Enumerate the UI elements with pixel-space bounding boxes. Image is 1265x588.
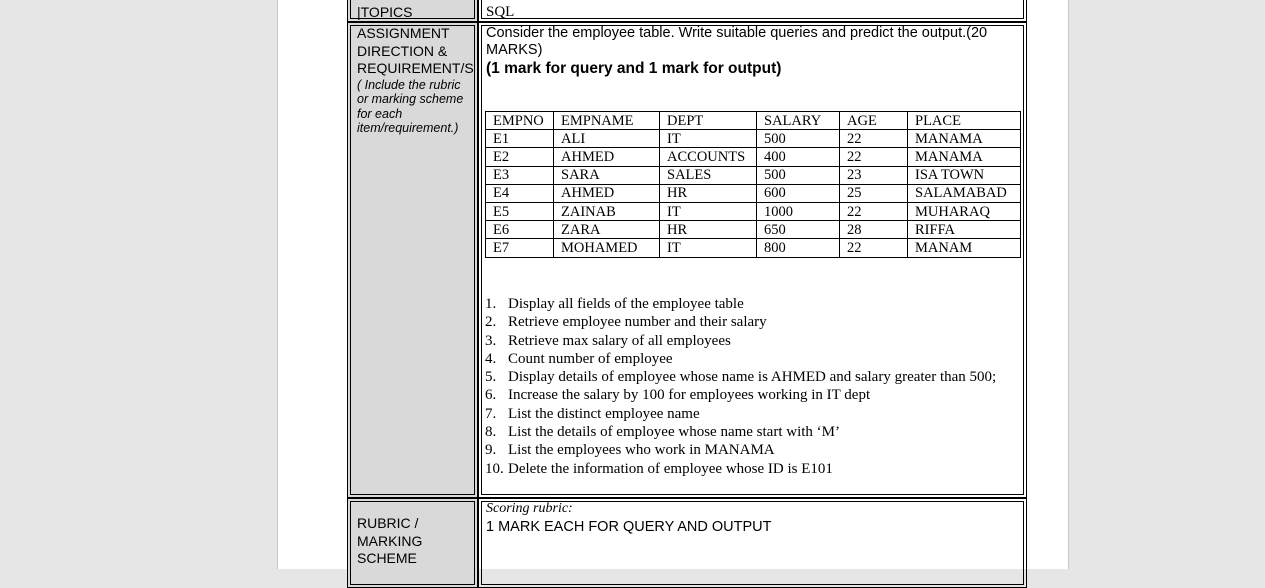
table-cell: 400 (757, 148, 840, 166)
questions-list (485, 295, 1015, 478)
table-cell: 800 (757, 239, 840, 257)
table-cell: 25 (840, 184, 908, 202)
list-item-text: Display details of employee whose name is AHMED and salary greater than 500; (508, 369, 997, 386)
rubric-note: ( Include the rubric or marking scheme for each item/requirement.) (357, 77, 464, 135)
list-item-number: 6. (485, 387, 497, 404)
rubric-label (357, 515, 422, 568)
table-cell: IT (660, 239, 757, 257)
table-cell: MANAM (908, 239, 1021, 257)
table-row (486, 184, 1021, 202)
table-row (486, 239, 1021, 257)
assignment-label-line-2: DIRECTION & (357, 42, 448, 59)
list-item-number: 5. (485, 369, 497, 386)
table-header-cell: SALARY (757, 112, 840, 130)
table-row (486, 148, 1021, 166)
list-item (485, 386, 1015, 404)
list-item-text: Retrieve max salary of all employees (508, 332, 731, 349)
table-cell: MUHARAQ (908, 202, 1021, 220)
table-cell: SALAMABAD (908, 184, 1021, 202)
table-cell: E6 (486, 221, 554, 239)
list-item-number: 7. (485, 405, 497, 422)
topics-value: SQL (486, 4, 515, 20)
list-item (485, 423, 1015, 441)
list-item (485, 295, 1015, 313)
list-item-number: 3. (485, 332, 497, 349)
table-cell: 500 (757, 130, 840, 148)
list-item-number: 8. (485, 424, 497, 441)
table-cell: 1000 (757, 202, 840, 220)
list-item-number: 4. (485, 350, 497, 367)
list-item (485, 350, 1015, 368)
table-cell: MANAMA (908, 148, 1021, 166)
table-cell: E3 (486, 166, 554, 184)
table-cell: IT (660, 130, 757, 148)
scoring-rubric-text: 1 MARK EACH FOR QUERY AND OUTPUT (486, 519, 772, 535)
table-cell: 22 (840, 148, 908, 166)
table-cell: IT (660, 202, 757, 220)
table-header-cell: EMPNO (486, 112, 554, 130)
table-header-row (486, 112, 1021, 130)
marks-note: (1 mark for query and 1 mark for output) (486, 60, 782, 77)
topics-label: |TOPICS (357, 4, 413, 20)
table-cell: SARA (554, 166, 660, 184)
assignment-instruction: Consider the employee table. Write suitable queries and predict the output.(20 MARKS) (486, 25, 988, 58)
table-cell: 23 (840, 166, 908, 184)
assignment-label-cell (347, 22, 478, 498)
topics-label-cell (347, 0, 478, 22)
list-item-number: 9. (485, 442, 497, 459)
table-row (486, 166, 1021, 184)
table-cell: 650 (757, 221, 840, 239)
table-cell: RIFFA (908, 221, 1021, 239)
list-item (485, 368, 1015, 386)
table-cell: MANAMA (908, 130, 1021, 148)
table-cell: ISA TOWN (908, 166, 1021, 184)
table-cell: 28 (840, 221, 908, 239)
scoring-rubric-label: Scoring rubric: (486, 501, 573, 516)
list-item-text: List the distinct employee name (508, 405, 700, 422)
list-item-text: Increase the salary by 100 for employees working in IT dept (508, 387, 871, 404)
table-cell: AHMED (554, 184, 660, 202)
list-item (485, 332, 1015, 350)
table-row (486, 202, 1021, 220)
rubric-label-line-3: SCHEME (357, 550, 417, 566)
table-cell: E7 (486, 239, 554, 257)
table-header-cell: AGE (840, 112, 908, 130)
table-cell: ACCOUNTS (660, 148, 757, 166)
table-cell: 500 (757, 166, 840, 184)
list-item (485, 460, 1015, 478)
table-row (486, 130, 1021, 148)
list-item (485, 405, 1015, 423)
list-item-number: 2. (485, 314, 497, 331)
list-item-text: Display all fields of the employee table (508, 296, 744, 312)
assignment-label-line-1: ASSIGNMENT (357, 25, 450, 41)
list-item-number: 10. (485, 460, 504, 477)
list-item-text: List the employees who work in MANAMA (508, 442, 775, 459)
rubric-label-line-2: MARKING (357, 532, 423, 549)
assignment-label (357, 25, 475, 136)
assignment-label-line-3: REQUIREMENT/S (357, 60, 474, 76)
table-row (486, 221, 1021, 239)
table-cell: 22 (840, 130, 908, 148)
table-header-cell: EMPNAME (554, 112, 660, 130)
list-item (485, 313, 1015, 331)
table-cell: E4 (486, 184, 554, 202)
table-cell: E5 (486, 202, 554, 220)
employee-table (485, 111, 1021, 258)
list-item-text: Retrieve employee number and their salary (508, 314, 767, 331)
list-item-text: List the details of employee whose name start with ‘M’ (508, 424, 840, 441)
table-cell: 22 (840, 239, 908, 257)
table-cell: HR (660, 221, 757, 239)
list-item-text: Delete the information of employee whose ID is E101 (508, 460, 833, 477)
rubric-label-cell (347, 498, 478, 588)
table-cell: E2 (486, 148, 554, 166)
table-cell: MOHAMED (554, 239, 660, 257)
list-item-number: 1. (485, 296, 497, 312)
table-header-cell: PLACE (908, 112, 1021, 130)
table-cell: 22 (840, 202, 908, 220)
table-cell: ZAINAB (554, 202, 660, 220)
table-cell: E1 (486, 130, 554, 148)
rubric-label-line-1: RUBRIC / (357, 515, 419, 531)
list-item-text: Count number of employee (508, 350, 673, 367)
table-cell: ZARA (554, 221, 660, 239)
list-item (485, 441, 1015, 459)
table-cell: AHMED (554, 148, 660, 166)
topics-value-cell (478, 0, 1027, 22)
table-cell: 600 (757, 184, 840, 202)
table-cell: ALI (554, 130, 660, 148)
table-header-cell: DEPT (660, 112, 757, 130)
table-cell: HR (660, 184, 757, 202)
rubric-content-cell (478, 498, 1027, 588)
table-cell: SALES (660, 166, 757, 184)
